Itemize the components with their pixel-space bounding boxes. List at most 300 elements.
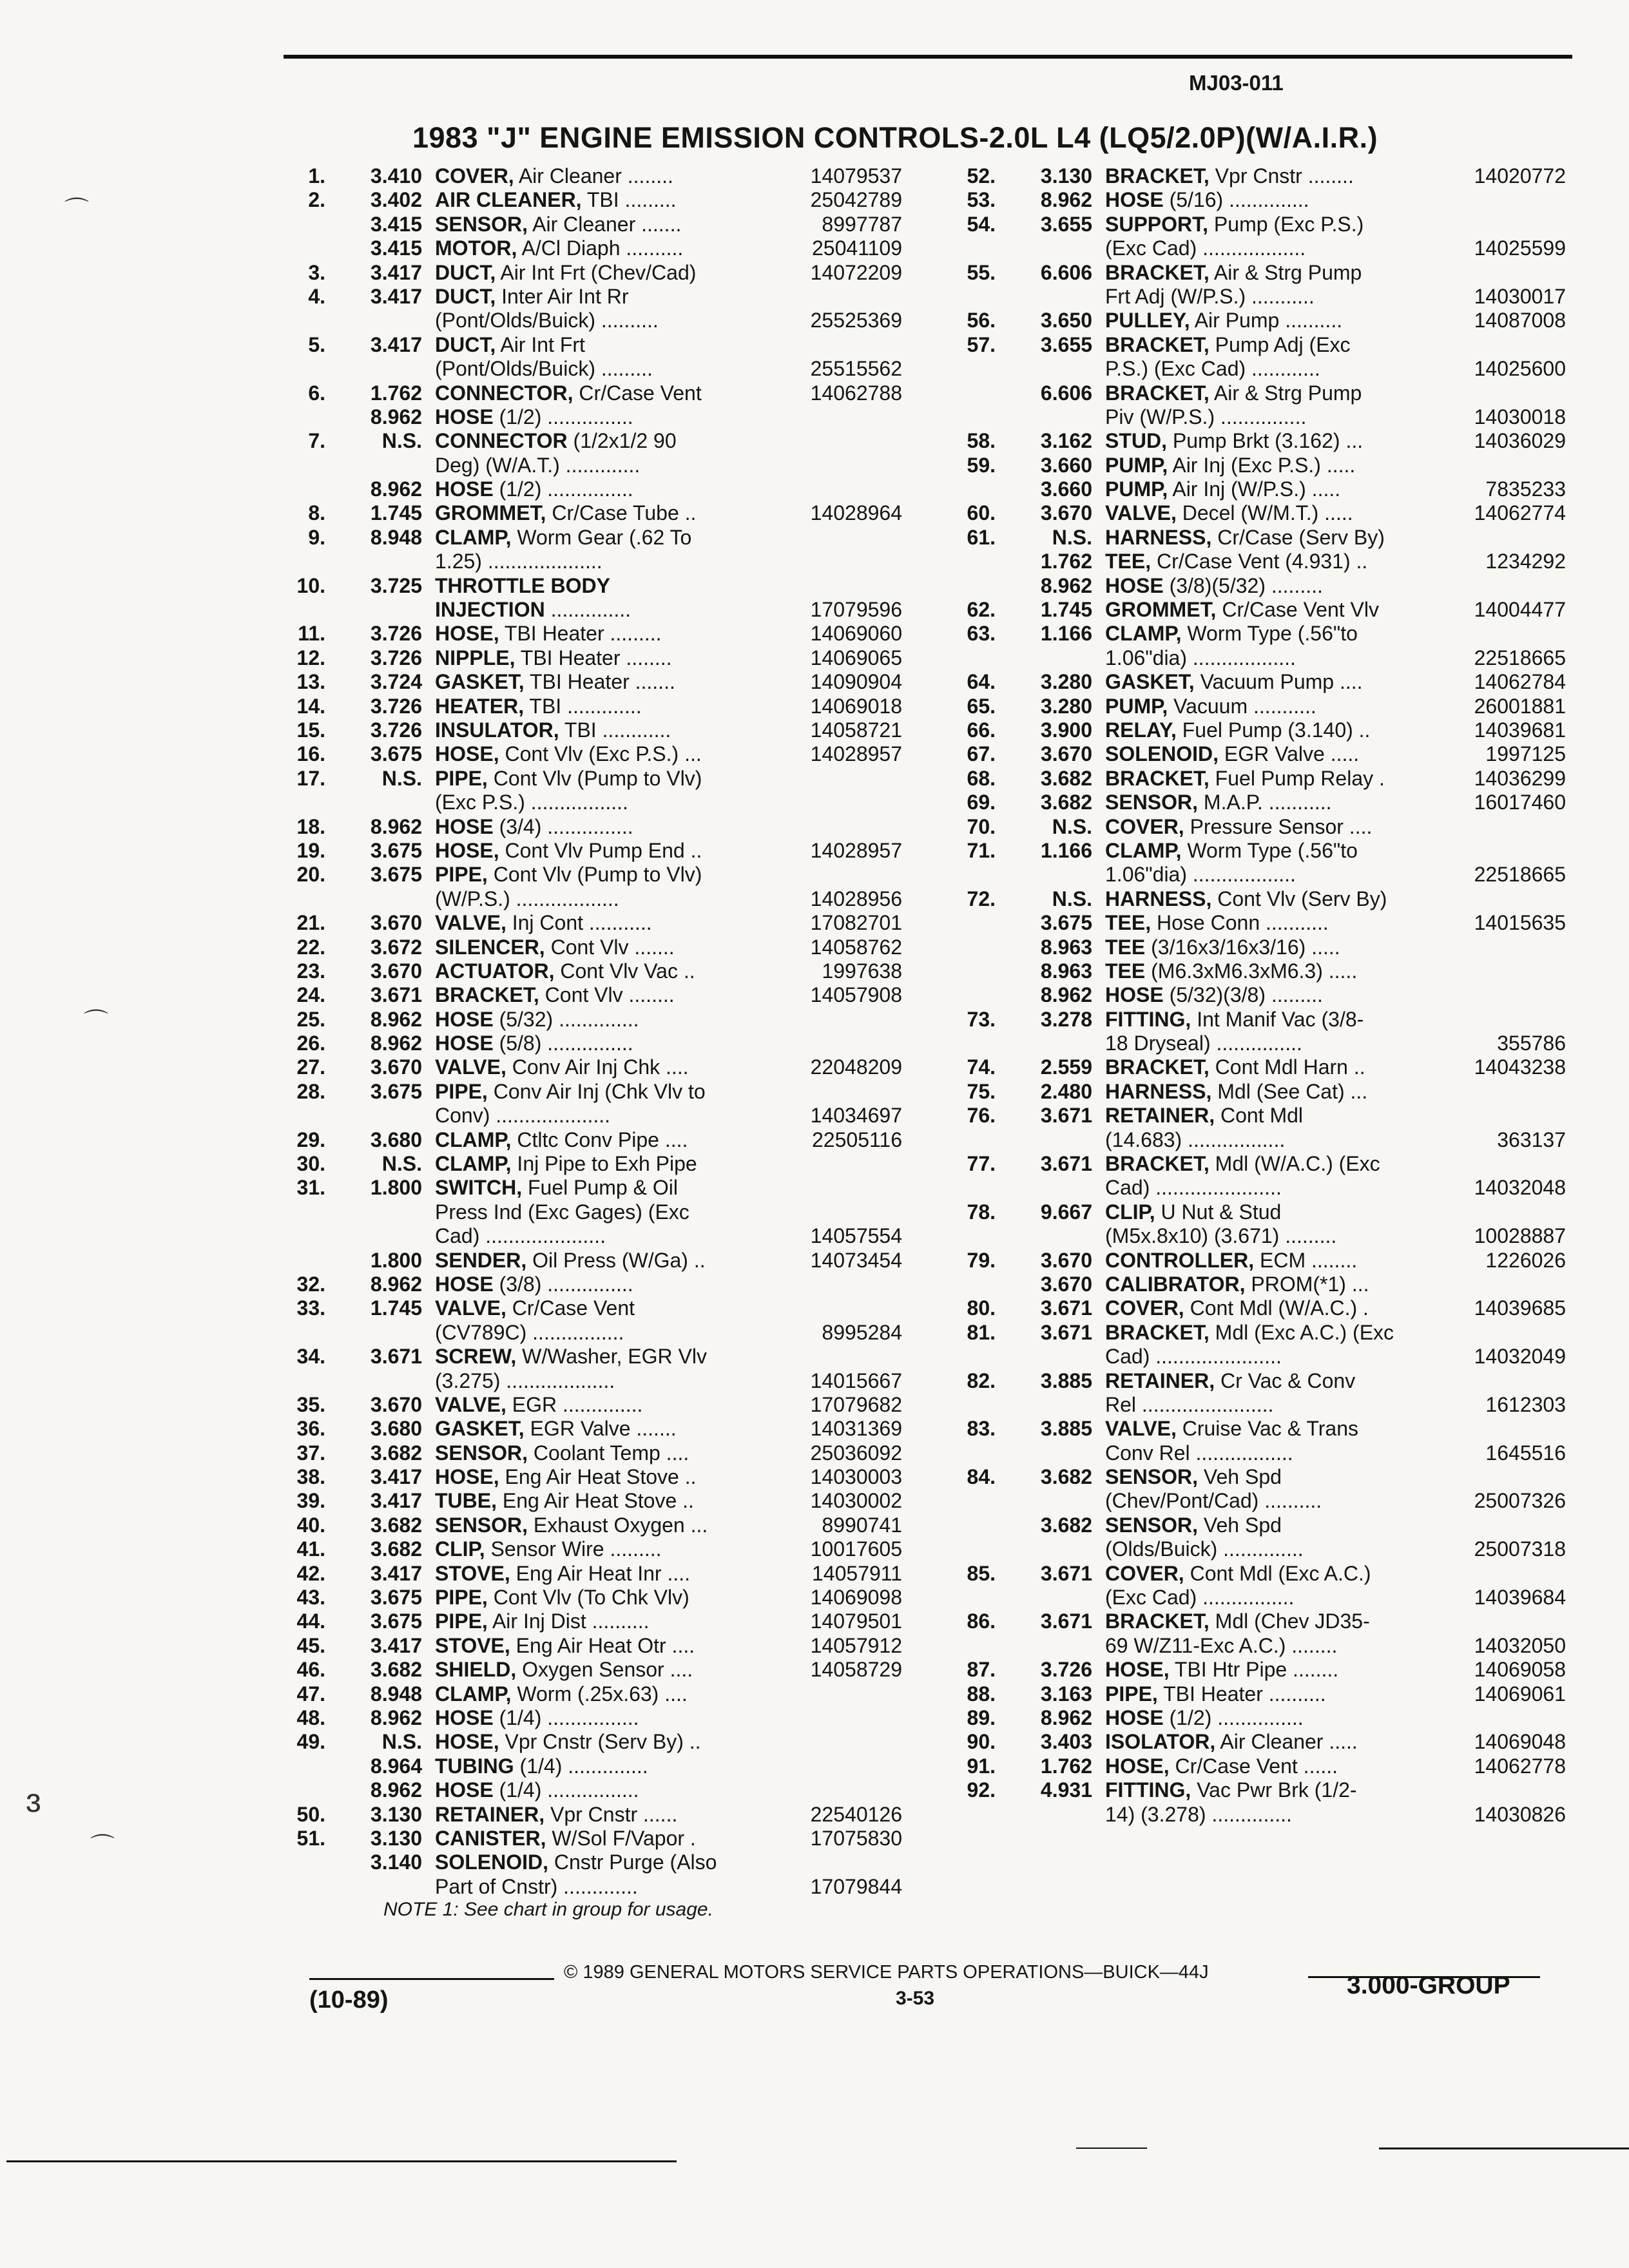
part-description	[435, 429, 677, 453]
part-description	[1105, 1055, 1365, 1079]
part-name: CANISTER,	[435, 1826, 546, 1850]
part-description	[435, 1634, 695, 1658]
part-detail: Coolant Temp ....	[528, 1441, 689, 1465]
group-number: 3.680	[370, 1128, 422, 1151]
item-number: 31.	[296, 1176, 325, 1200]
item-number: 70.	[967, 814, 996, 838]
part-detail: Mdl (Exc A.C.) (Exc	[1209, 1320, 1394, 1344]
part-name: PULLEY,	[1105, 309, 1190, 332]
part-description	[1105, 454, 1355, 477]
part-row	[277, 695, 902, 718]
group-number: 9.667	[1040, 1200, 1092, 1224]
part-detail: (Chev/Pont/Cad) ..........	[1105, 1489, 1322, 1513]
part-name: COVER,	[435, 164, 514, 187]
item-number: 65.	[967, 694, 996, 718]
part-description	[1105, 1489, 1322, 1513]
group-number: 3.675	[370, 863, 422, 887]
bottom-rule-short	[1076, 2148, 1147, 2149]
part-row	[277, 839, 902, 863]
part-row	[947, 1273, 1566, 1296]
item-number: 89.	[967, 1706, 996, 1729]
item-number: 2.	[308, 188, 325, 212]
part-row	[277, 574, 902, 598]
part-description	[1105, 622, 1358, 646]
item-number: 82.	[967, 1369, 996, 1392]
part-detail: Worm Gear (.62 To	[511, 525, 692, 549]
part-detail: Exhaust Oxygen ...	[528, 1513, 708, 1537]
part-name: PIPE,	[435, 766, 488, 790]
part-row	[947, 1224, 1566, 1248]
part-number: 10028887	[1474, 1224, 1566, 1248]
part-detail: Cr/Case Vent ......	[1169, 1754, 1338, 1778]
part-description	[435, 1417, 677, 1441]
item-number: 73.	[967, 1007, 996, 1031]
part-number: 14025599	[1474, 236, 1566, 260]
part-number: 14057554	[810, 1224, 902, 1248]
part-detail: Eng Air Heat Stove ..	[499, 1465, 697, 1489]
group-number: 3.682	[370, 1441, 422, 1465]
part-number: 17082701	[810, 911, 902, 935]
part-name: HOSE	[435, 1706, 494, 1729]
part-description	[1105, 815, 1372, 839]
part-number: 1997125	[1485, 742, 1566, 766]
group-number: 3.163	[1040, 1682, 1092, 1706]
part-description	[1105, 1610, 1370, 1633]
part-description	[1105, 1706, 1304, 1730]
part-detail: (5/32) ..............	[493, 1007, 639, 1031]
group-number: 3.725	[370, 573, 422, 597]
part-row	[947, 767, 1566, 791]
part-description	[1105, 718, 1370, 742]
part-description	[435, 718, 671, 742]
item-number: 36.	[296, 1417, 325, 1441]
part-detail: TBI Htr Pipe ........	[1169, 1658, 1339, 1682]
part-row	[947, 863, 1566, 887]
part-name: CLAMP,	[1105, 622, 1182, 646]
part-name: BRACKET,	[1105, 381, 1210, 405]
part-description	[1105, 1273, 1369, 1296]
part-row	[947, 1393, 1566, 1417]
part-name: GROMMET,	[435, 501, 546, 525]
group-number: 3.900	[1040, 718, 1092, 742]
part-row	[277, 815, 902, 839]
part-row	[947, 1249, 1566, 1273]
group-number: 8.963	[1040, 959, 1092, 983]
part-row	[947, 1537, 1566, 1561]
part-row	[277, 1658, 902, 1682]
part-row	[277, 1176, 902, 1200]
item-number: 56.	[967, 309, 996, 332]
part-detail: Deg) (W/A.T.) .............	[435, 453, 641, 477]
part-description	[1105, 1754, 1338, 1778]
part-row	[277, 622, 902, 646]
group-number: 3.675	[370, 1610, 422, 1633]
part-row	[947, 1321, 1566, 1345]
group-number: 3.675	[370, 1586, 422, 1610]
margin-mark: ⌒	[90, 1834, 115, 1861]
part-description	[1105, 381, 1362, 405]
part-detail: W/Sol F/Vapor .	[546, 1826, 696, 1850]
item-number: 58.	[967, 429, 996, 453]
part-detail: Cr/Case Vent	[573, 381, 702, 405]
group-number: 8.948	[370, 1682, 422, 1706]
group-number: 8.963	[1040, 935, 1092, 959]
part-detail: Air & Strg Pump	[1209, 260, 1362, 284]
part-detail: Vacuum Pump ....	[1194, 670, 1363, 694]
part-number: 17079682	[810, 1392, 902, 1416]
part-name: RETAINER,	[1105, 1369, 1215, 1392]
part-detail: Mdl (See Cat) ...	[1211, 1079, 1368, 1103]
part-description	[1105, 1730, 1358, 1754]
part-number: 22505116	[812, 1128, 902, 1151]
margin-mark: ɜ	[26, 1782, 41, 1820]
part-name: SOLENOID,	[435, 1850, 549, 1874]
part-row	[277, 887, 902, 911]
part-name: BRACKET,	[1105, 1055, 1210, 1079]
part-row	[277, 1200, 902, 1224]
item-number: 29.	[296, 1128, 325, 1151]
part-description	[1105, 333, 1351, 357]
part-name: COVER,	[1105, 814, 1184, 838]
group-number: 8.962	[370, 477, 422, 501]
group-number: 3.671	[1040, 1104, 1092, 1128]
part-row	[277, 1080, 902, 1104]
part-name: TUBE,	[435, 1489, 497, 1513]
part-name: SENSOR,	[435, 212, 528, 236]
item-number: 37.	[296, 1441, 325, 1465]
part-name: DUCT,	[435, 260, 496, 284]
part-description	[435, 1008, 639, 1032]
page-code: MJ03-011	[1189, 71, 1284, 95]
part-name: CLAMP,	[435, 1152, 512, 1176]
group-number: 3.682	[370, 1537, 422, 1561]
item-number: 86.	[967, 1610, 996, 1633]
part-number: 14036029	[1474, 429, 1566, 453]
top-rule	[284, 55, 1572, 59]
part-name: ACTUATOR,	[435, 959, 555, 983]
part-row	[947, 622, 1566, 646]
item-number: 23.	[296, 959, 325, 983]
part-description	[435, 1296, 635, 1320]
group-number: 3.415	[370, 212, 422, 236]
item-number: 20.	[296, 863, 325, 887]
item-number: 53.	[967, 188, 996, 212]
part-description	[1105, 1176, 1282, 1200]
part-description	[435, 477, 633, 501]
part-detail: Cont Vlv (Pump to Vlv)	[487, 863, 702, 887]
part-row	[947, 695, 1566, 718]
part-detail: Inj Pipe to Exh Pipe	[511, 1152, 697, 1176]
part-description	[1105, 670, 1363, 694]
part-name: SENDER,	[435, 1248, 527, 1272]
part-number: 25525369	[810, 309, 902, 332]
part-name: SENSOR,	[435, 1441, 528, 1465]
part-description	[435, 1369, 615, 1393]
part-detail: Part of Cnstr) .............	[435, 1874, 638, 1898]
part-row	[277, 1489, 902, 1513]
part-name: SENSOR,	[1105, 1465, 1199, 1489]
part-detail: (Pont/Olds/Buick) .........	[435, 357, 653, 381]
part-row	[947, 1803, 1566, 1827]
part-detail: ECM ........	[1254, 1248, 1358, 1272]
part-description	[435, 188, 677, 212]
group-number: 3.130	[1040, 164, 1092, 187]
part-name: HOSE,	[435, 622, 499, 646]
part-detail: Air Cleaner .....	[1215, 1730, 1358, 1754]
part-row	[947, 911, 1566, 935]
part-detail: EGR Valve .......	[524, 1417, 677, 1441]
part-description	[435, 1345, 707, 1369]
part-name: CLAMP,	[1105, 838, 1182, 862]
part-description	[1105, 550, 1367, 573]
part-description	[435, 670, 675, 694]
part-description	[1105, 526, 1385, 550]
part-name: COVER,	[1105, 1561, 1184, 1585]
part-detail: Int Manif Vac (3/8-	[1191, 1007, 1364, 1031]
part-description	[435, 863, 702, 887]
part-row	[277, 333, 902, 357]
part-detail: Conv Air Inj Chk ....	[506, 1055, 689, 1079]
revision-date: (10-89)	[309, 1986, 389, 2013]
group-number: 3.403	[1040, 1730, 1092, 1754]
part-name: DUCT,	[435, 332, 496, 356]
part-row	[277, 1152, 902, 1176]
part-name: PIPE,	[435, 1586, 488, 1610]
part-detail: (3/8)(5/32) .........	[1163, 573, 1323, 597]
part-number: 14073454	[810, 1248, 902, 1272]
part-description	[435, 695, 642, 718]
part-description	[435, 1682, 688, 1706]
part-description	[435, 815, 633, 839]
part-detail: (CV789C) ................	[435, 1320, 624, 1344]
part-number: 14004477	[1474, 598, 1566, 622]
part-description	[435, 213, 681, 236]
part-detail: Cont Vlv Pump End ..	[499, 838, 702, 862]
part-row	[947, 164, 1566, 188]
part-description	[1105, 983, 1323, 1007]
item-number: 11.	[298, 622, 325, 646]
part-name: PIPE,	[435, 1610, 488, 1633]
part-number: 14030003	[810, 1465, 902, 1489]
part-row	[277, 791, 902, 814]
part-description	[435, 1152, 697, 1176]
part-description	[435, 1393, 642, 1417]
item-number: 63.	[967, 622, 996, 646]
part-name: BRACKET,	[1105, 260, 1210, 284]
part-description	[1105, 1634, 1337, 1658]
part-detail: (W/P.S.) ..................	[435, 887, 619, 910]
item-number: 51.	[296, 1826, 325, 1850]
parts-column-right	[947, 164, 1566, 1827]
part-description	[435, 959, 695, 983]
part-description	[1105, 959, 1357, 983]
part-detail: (1/4) ..............	[514, 1754, 648, 1778]
part-description	[435, 1658, 693, 1682]
part-detail: Worm Type (.56"to	[1181, 622, 1358, 646]
item-number: 19.	[296, 838, 325, 862]
item-number: 22.	[296, 935, 325, 959]
item-number: 57.	[967, 332, 996, 356]
part-row	[277, 1754, 902, 1778]
part-detail: Conv Rel .................	[1105, 1441, 1293, 1465]
group-number: 3.670	[1040, 742, 1092, 766]
group-number: 3.130	[370, 1826, 422, 1850]
part-row	[277, 1441, 902, 1465]
group-number: 1.800	[370, 1176, 422, 1200]
part-row	[277, 1249, 902, 1273]
group-number: 3.726	[370, 622, 422, 646]
part-row	[277, 309, 902, 332]
part-row	[277, 477, 902, 501]
group-number: 3.726	[370, 694, 422, 718]
part-row	[277, 1778, 902, 1802]
part-description	[435, 1803, 677, 1827]
part-row	[947, 791, 1566, 814]
part-detail: 1.25) ....................	[435, 550, 602, 573]
part-detail: Pump Adj (Exc	[1209, 332, 1351, 356]
group-number: 3.672	[370, 935, 422, 959]
group-number: 3.671	[1040, 1561, 1092, 1585]
item-number: 33.	[296, 1296, 325, 1320]
part-row	[947, 1514, 1566, 1537]
group-label: 3.000-GROUP	[1347, 1972, 1510, 1999]
part-number: 14032050	[1474, 1633, 1566, 1657]
group-number: 3.130	[370, 1802, 422, 1826]
part-number: 14090904	[810, 670, 902, 694]
part-row	[277, 285, 902, 309]
part-name: SCREW,	[435, 1345, 517, 1369]
part-row	[277, 1273, 902, 1296]
part-row	[947, 1345, 1566, 1369]
part-detail: (5/8) ...............	[493, 1032, 633, 1055]
bottom-rule	[6, 2160, 677, 2162]
item-number: 44.	[296, 1610, 325, 1633]
part-description	[1105, 477, 1340, 501]
part-name: BRACKET,	[1105, 164, 1210, 187]
group-number: 3.278	[1040, 1007, 1092, 1031]
part-description	[1105, 598, 1379, 622]
item-number: 27.	[296, 1055, 325, 1079]
part-description	[435, 1875, 638, 1899]
part-number: 14079501	[810, 1610, 902, 1633]
part-name: CONNECTOR	[435, 429, 568, 453]
part-description	[1105, 1128, 1285, 1152]
group-number: 3.682	[1040, 766, 1092, 790]
part-description	[1105, 1778, 1357, 1802]
part-number: 1612303	[1485, 1392, 1566, 1416]
part-detail: Air Cleaner .......	[528, 212, 682, 236]
item-number: 18.	[296, 814, 325, 838]
part-description	[1105, 261, 1362, 285]
part-name: INJECTION	[435, 598, 545, 622]
part-row	[947, 454, 1566, 477]
part-name: HOSE	[435, 477, 494, 501]
part-number: 14015635	[1474, 911, 1566, 935]
part-detail: Pump Brkt (3.162) ...	[1167, 429, 1364, 453]
part-description	[435, 1562, 690, 1586]
part-name: HOSE,	[1105, 1754, 1170, 1778]
part-name: TEE,	[1105, 550, 1152, 573]
group-number: 8.962	[370, 1778, 422, 1802]
part-description	[435, 839, 702, 863]
part-row	[277, 959, 902, 983]
part-description	[435, 526, 691, 550]
part-number: 22518665	[1474, 863, 1566, 887]
part-detail: (1/4) ................	[493, 1706, 639, 1729]
part-row	[947, 1296, 1566, 1320]
group-number: 3.670	[370, 1055, 422, 1079]
part-row	[947, 959, 1566, 983]
part-detail: Oil Press (W/Ga) ..	[526, 1248, 706, 1272]
part-name: GROMMET,	[1105, 598, 1217, 622]
group-number: 8.962	[370, 1272, 422, 1296]
part-number: 7835233	[1485, 477, 1566, 501]
part-name: STUD,	[1105, 429, 1167, 453]
group-number: 1.762	[1040, 550, 1092, 573]
group-number: 3.280	[1040, 694, 1092, 718]
part-name: SOLENOID,	[1105, 742, 1219, 766]
group-number: N.S.	[381, 429, 422, 453]
group-number: 8.964	[370, 1754, 422, 1778]
item-number: 81.	[967, 1320, 996, 1344]
part-name: VALVE,	[1105, 501, 1177, 525]
group-number: 1.745	[1040, 598, 1092, 622]
part-number: 14039681	[1474, 718, 1566, 742]
item-number: 42.	[296, 1561, 325, 1585]
part-name: STOVE,	[435, 1561, 510, 1585]
item-number: 32.	[296, 1272, 325, 1296]
part-number: 14030002	[810, 1489, 902, 1513]
part-name: SUPPORT,	[1105, 212, 1209, 236]
part-number: 14031369	[810, 1417, 902, 1441]
part-detail: TBI Heater .........	[499, 622, 662, 646]
part-detail: Fuel Pump & Oil	[522, 1176, 678, 1200]
part-row	[277, 526, 902, 550]
part-detail: W/Washer, EGR Vlv	[516, 1345, 707, 1369]
part-description	[1105, 1345, 1282, 1369]
part-row	[277, 1634, 902, 1658]
part-name: PIPE,	[1105, 1682, 1158, 1706]
part-row	[277, 936, 902, 959]
part-description	[435, 309, 659, 332]
group-number: 3.675	[370, 838, 422, 862]
part-name: STOVE,	[435, 1633, 510, 1657]
item-number: 52.	[967, 164, 996, 187]
part-description	[1105, 863, 1296, 887]
part-name: TEE,	[1105, 911, 1152, 935]
part-row	[947, 1658, 1566, 1682]
part-detail: P.S.) (Exc Cad) ............	[1105, 357, 1320, 381]
part-number: 14062778	[1474, 1754, 1566, 1778]
group-number: 3.670	[370, 1392, 422, 1416]
part-row	[947, 670, 1566, 694]
part-number: 14032049	[1474, 1345, 1566, 1369]
part-detail: EGR ..............	[506, 1392, 643, 1416]
part-name: BRACKET,	[1105, 1320, 1210, 1344]
group-number: 3.410	[370, 164, 422, 187]
group-number: 3.660	[1040, 453, 1092, 477]
part-row	[947, 718, 1566, 742]
group-number: 3.417	[370, 1489, 422, 1513]
part-number: 14069065	[810, 646, 902, 669]
part-row	[947, 574, 1566, 598]
part-description	[1105, 357, 1320, 381]
part-name: SWITCH,	[435, 1176, 523, 1200]
group-number: 1.762	[370, 381, 422, 405]
part-row	[947, 1441, 1566, 1465]
part-name: SENSOR,	[1105, 791, 1199, 814]
part-description	[435, 550, 602, 573]
